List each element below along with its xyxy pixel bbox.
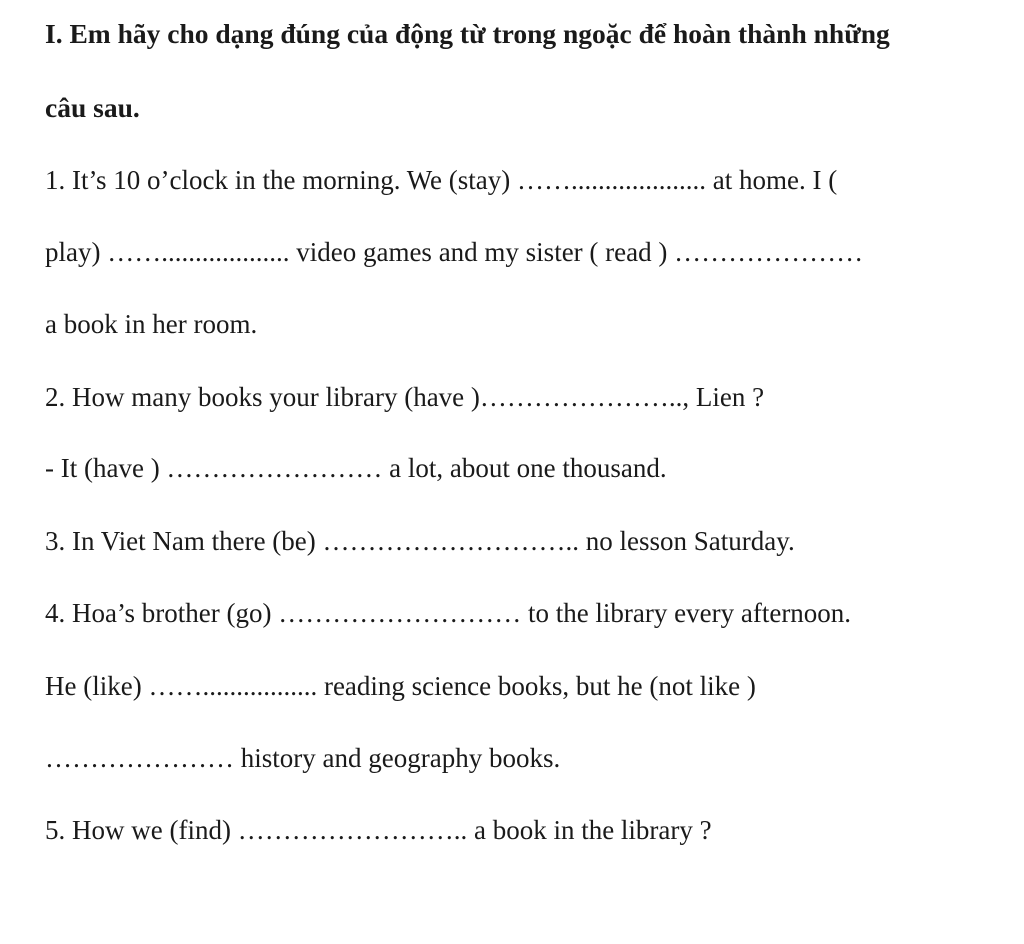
question-4-line-1: 4. Hoa’s brother (go) ……………………… to the library every afternoon. [45,598,852,628]
question-5-line: 5. How we (find) …………………….. a book in the library ? [45,815,712,845]
question-2-answer-line: - It (have ) …………………… a lot, about one thousand. [45,453,667,483]
question-1-line-1: 1. It’s 10 o’clock in the morning. We (stay) …….................... at home. I ( [45,165,838,195]
question-3-line: 3. In Viet Nam there (be) ……………………….. no lesson Saturday. [45,526,795,556]
question-1-line-3: a book in her room. [45,309,258,339]
question-4-line-2: He (like) ……................. reading science books, but he (not like ) [45,671,756,701]
question-2-line-1: 2. How many books your library (have )………………….., Lien ? [45,382,765,412]
question-1-line-2: play) ……................... video games and my sister ( read ) ………………… [45,237,864,267]
exercise-heading-line-1: I. Em hãy cho dạng đúng của động từ trong ngoặc để hoàn thành những [45,18,890,49]
exercise-heading-line-2: câu sau. [45,92,140,123]
question-4-line-3: ………………… history and geography books. [45,743,561,773]
